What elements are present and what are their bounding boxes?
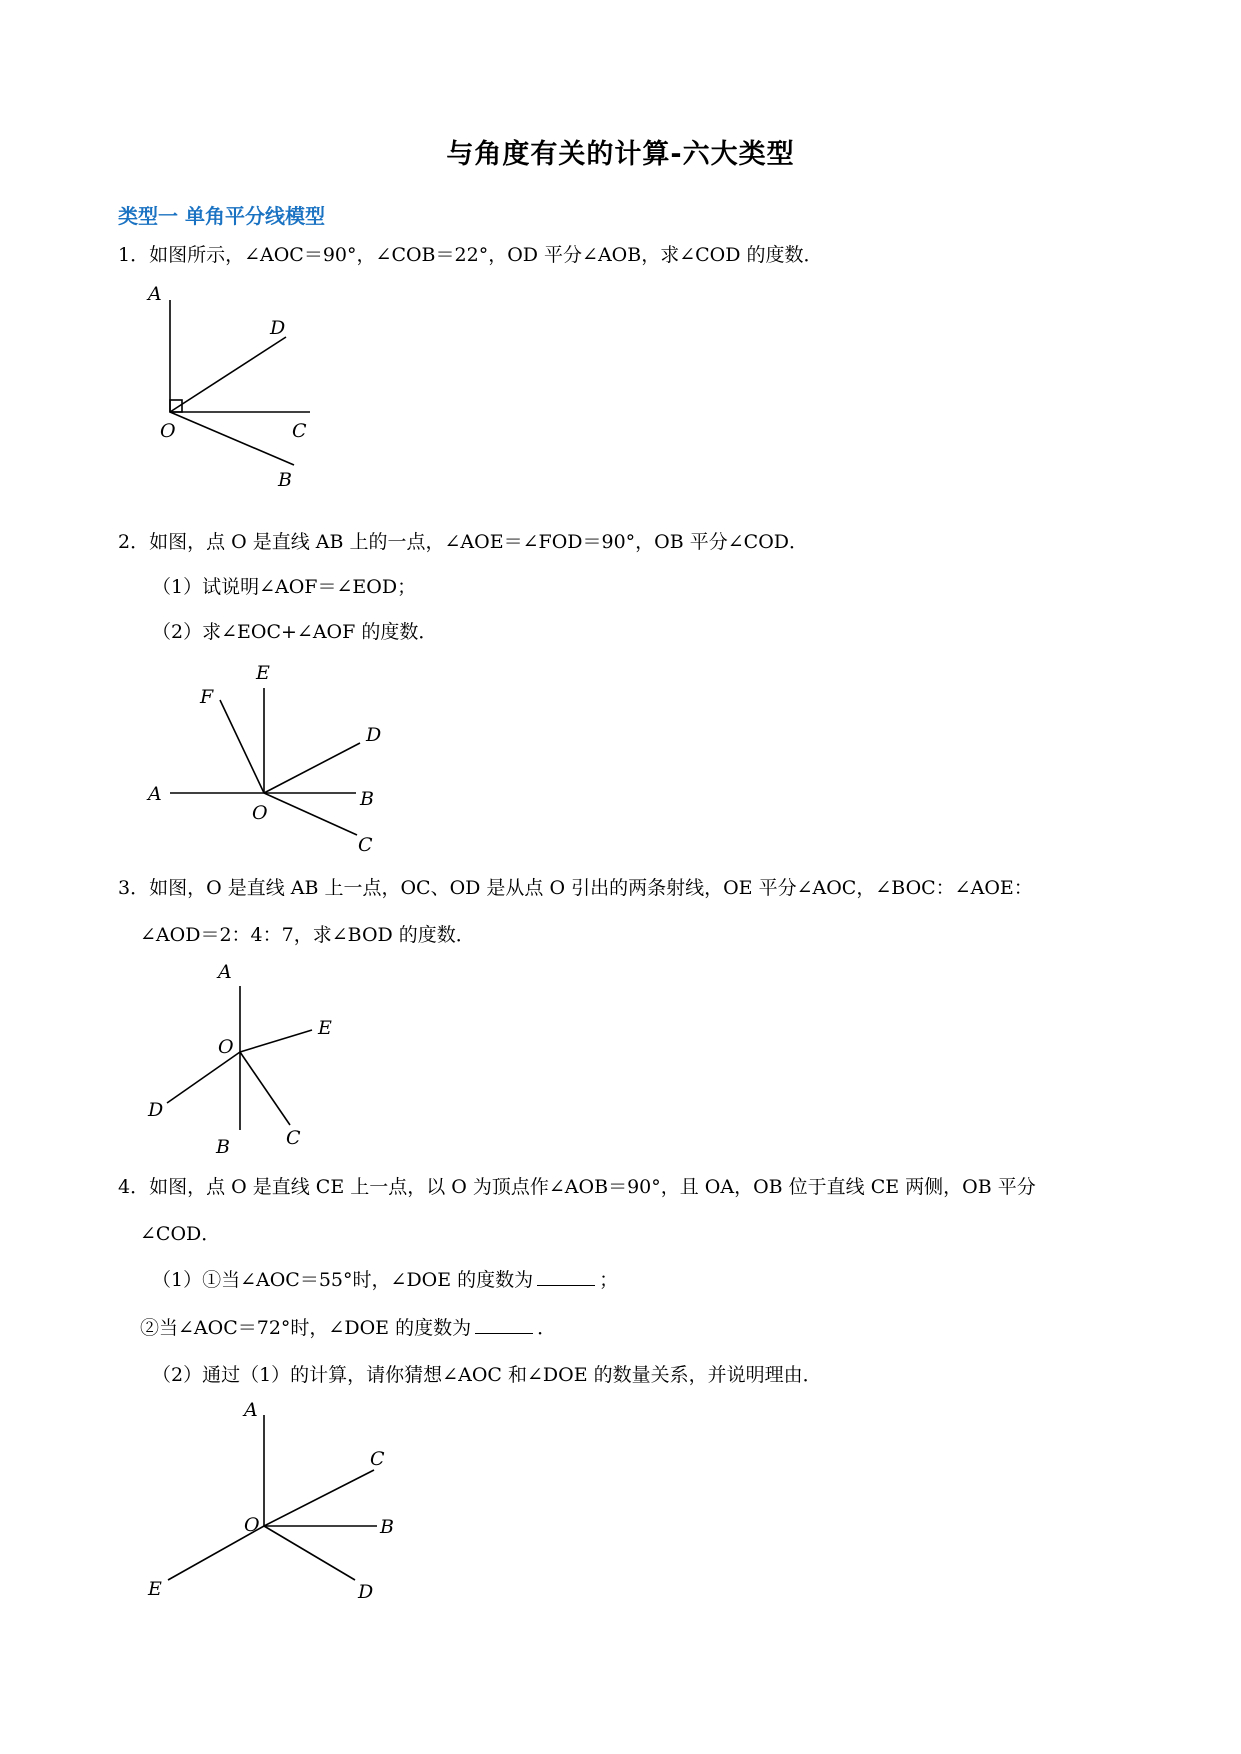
- question-2-part-1: （1）试说明∠AOF＝∠EOD；: [152, 576, 417, 598]
- ray-ob: [170, 412, 294, 465]
- label-c: C: [292, 420, 307, 442]
- label-o: O: [244, 1514, 260, 1536]
- question-3-text-line1: 3．如图，O 是直线 AB 上一点，OC、OD 是从点 O 引出的两条射线，OE 平分∠AOC，∠BOC：∠AOE：: [118, 877, 1033, 899]
- question-4-part-2: （2）通过（1）的计算，请你猜想∠AOC 和∠DOE 的数量关系，并说明理由．: [152, 1364, 822, 1386]
- label-d: D: [270, 317, 286, 339]
- label-a: A: [148, 783, 162, 805]
- figure-3: [167, 986, 312, 1130]
- ray-od: [264, 743, 360, 793]
- label-e: E: [148, 1578, 162, 1600]
- label-b: B: [216, 1136, 230, 1158]
- ray-oc: [264, 793, 357, 835]
- question-2-text: 2．如图，点 O 是直线 AB 上的一点，∠AOE＝∠FOD＝90°，OB 平分∠COD．: [118, 531, 809, 553]
- question-4-part-1a-end: ；: [599, 1269, 619, 1291]
- label-e: E: [318, 1017, 332, 1039]
- label-c: C: [358, 834, 373, 856]
- ray-oc: [240, 1052, 290, 1125]
- label-o: O: [160, 420, 176, 442]
- page-title: 与角度有关的计算-六大类型: [446, 139, 795, 170]
- question-2-part-2: （2）求∠EOC+∠AOF 的度数．: [152, 621, 438, 643]
- label-b: B: [360, 788, 374, 810]
- label-d: D: [358, 1581, 374, 1603]
- label-c: C: [286, 1127, 301, 1149]
- question-4-text-line1: 4．如图，点 O 是直线 CE 上一点，以 O 为顶点作∠AOB＝90°，且 OA，OB 位于直线 CE 两侧，OB 平分: [118, 1176, 1036, 1198]
- question-4-part-1b-text: ②当∠AOC＝72°时，∠DOE 的度数为: [140, 1317, 472, 1339]
- label-c: C: [370, 1448, 385, 1470]
- figure-1: [170, 300, 310, 465]
- question-3-text-line2: ∠AOD＝2：4：7，求∠BOD 的度数．: [140, 924, 475, 946]
- figure-4: [168, 1415, 377, 1580]
- label-a: A: [148, 283, 162, 305]
- label-b: B: [278, 469, 292, 491]
- question-4-part-1a-text: （1）①当∠AOC＝55°时，∠DOE 的度数为: [152, 1269, 534, 1291]
- ray-od: [264, 1526, 355, 1580]
- ray-of: [220, 700, 264, 793]
- label-o: O: [252, 802, 268, 824]
- label-f: F: [200, 686, 214, 708]
- label-o: O: [218, 1036, 234, 1058]
- label-b: B: [380, 1516, 394, 1538]
- label-a: A: [218, 961, 232, 983]
- label-a: A: [244, 1399, 258, 1421]
- label-d: D: [148, 1099, 164, 1121]
- label-e: E: [256, 662, 270, 684]
- question-4-part-1b-end: ．: [537, 1317, 557, 1339]
- question-1-text: 1．如图所示，∠AOC＝90°，∠COB＝22°，OD 平分∠AOB，求∠COD 的度数．: [118, 244, 823, 266]
- figure-4-labels: [147, 1399, 394, 1603]
- ray-oc: [264, 1470, 374, 1526]
- section-heading: 类型一 单角平分线模型: [118, 204, 325, 228]
- ray-od: [167, 1052, 240, 1103]
- ray-oe: [240, 1030, 312, 1052]
- label-d: D: [366, 724, 382, 746]
- question-4-text-line2: ∠COD．: [140, 1223, 221, 1245]
- ray-od: [170, 337, 286, 412]
